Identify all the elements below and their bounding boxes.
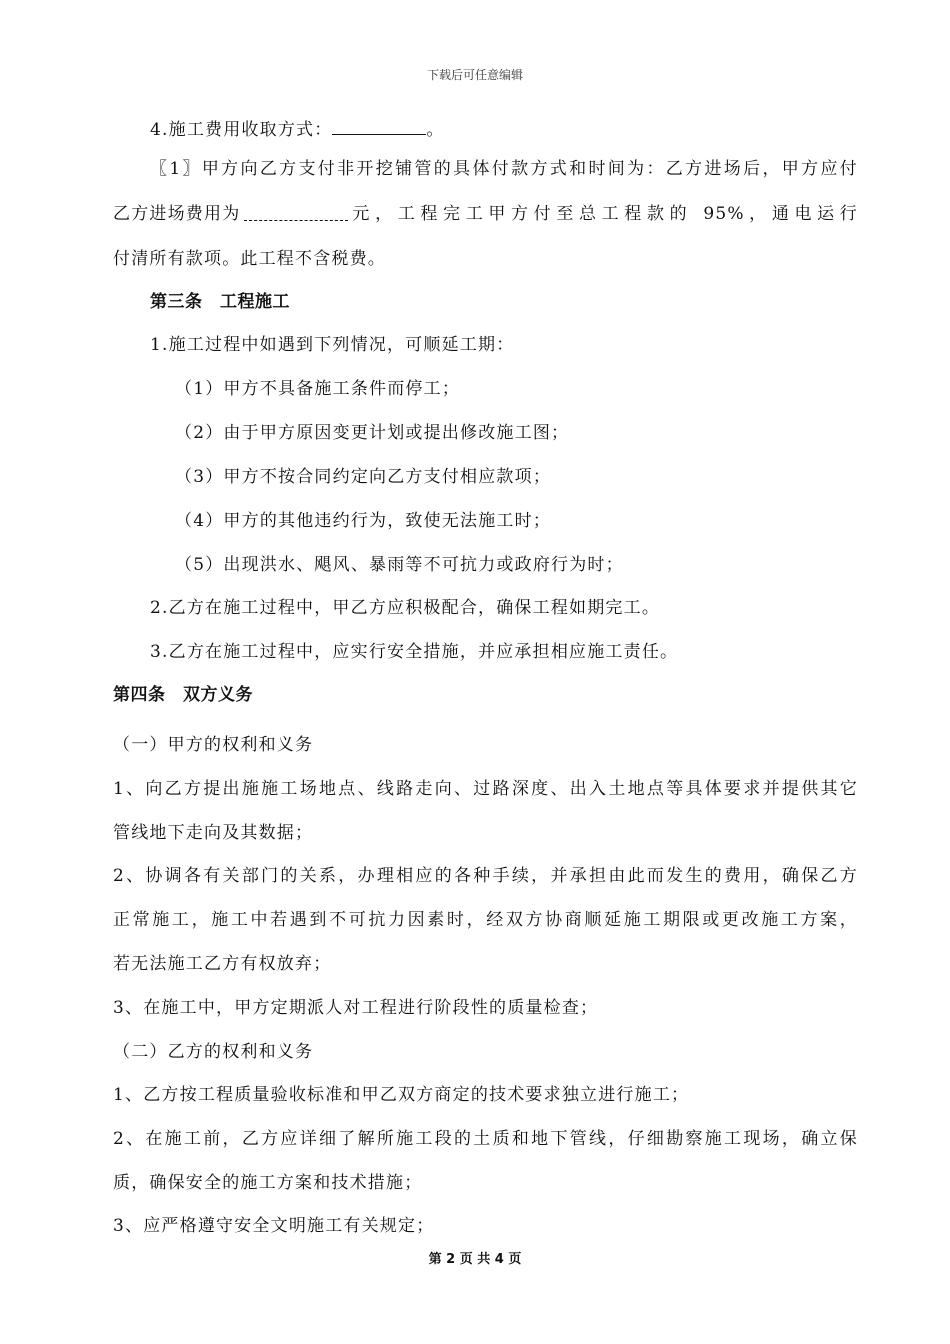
payment-note-line-2 — [113, 202, 858, 226]
article3-item2: 2.乙方在施工过程中，甲乙方应积极配合，确保工程如期完工。 — [150, 598, 661, 618]
payment-note-line-3: 付清所有款项。此工程不含税费。 — [113, 249, 386, 269]
party-a-item2-line1: 2、协调各有关部门的关系，办理相应的各种手续，并承担由此而发生的费用，确保乙方 — [113, 866, 858, 886]
party-a-item3: 3、在施工中，甲方定期派人对工程进行阶段性的质量检查； — [113, 998, 599, 1018]
party-a-item1-line1: 1、向乙方提出施施工场地点、线路走向、过路深度、出入土地点等具体要求并提供其它 — [113, 779, 858, 799]
party-a-item1-line2: 管线地下走向及其数据； — [113, 823, 314, 843]
entry-fee-blank — [244, 202, 348, 221]
payment-method-line — [150, 116, 445, 142]
party-b-item3: 3、应严格遵守安全文明施工有关规定； — [113, 1216, 435, 1236]
article3-item1: 1.施工过程中如遇到下列情况，可顺延工期： — [150, 335, 515, 355]
article3-subitem: （3）甲方不按合同约定向乙方支付相应款项； — [175, 467, 552, 487]
party-a-item2-line2: 正常施工，施工中若遇到不可抗力因素时，经双方协商顺延施工期限或更改施工方案， — [113, 910, 858, 930]
article3-subitem: （5）出现洪水、飓风、暴雨等不可抗力或政府行为时； — [175, 555, 624, 575]
payment-note-line-1: 〖1〗甲方向乙方支付非开挖铺管的具体付款方式和时间为：乙方进场后，甲方应付 — [150, 159, 858, 179]
party-b-heading: （二）乙方的权利和义务 — [113, 1042, 314, 1062]
payment-method-end: 。 — [426, 120, 445, 140]
article3-item3: 3.乙方在施工过程中，应实行安全措施，并应承担相应施工责任。 — [150, 642, 679, 662]
party-b-item2-line2: 质，确保安全的施工方案和技术措施； — [113, 1173, 423, 1193]
entry-fee-rest: 元，工程完工甲方付至总工程款的 95%，通电运行 — [352, 204, 858, 224]
party-a-item2-line3: 若无法施工乙方有权放弃； — [113, 954, 332, 974]
article3-subitem: （1）甲方不具备施工条件而停工； — [175, 379, 461, 399]
party-a-heading: （一）甲方的权利和义务 — [113, 735, 314, 755]
article3-subitem: （4）甲方的其他违约行为，致使无法施工时； — [175, 511, 552, 531]
page-number-footer: 第 2 页 共 4 页 — [428, 1252, 522, 1267]
page-header: 下载后可任意编辑 — [426, 68, 523, 82]
article4-title: 第四条 双方义务 — [113, 685, 253, 705]
article3-title: 第三条 工程施工 — [150, 292, 290, 312]
party-b-item1: 1、乙方按工程质量验收标准和甲乙双方商定的技术要求独立进行施工； — [113, 1085, 690, 1105]
payment-method-label: 4.施工费用收取方式： — [150, 120, 333, 140]
party-b-item2-line1: 2、在施工前，乙方应详细了解所施工段的土质和地下管线，仔细勘察施工现场，确立保 — [113, 1129, 858, 1149]
article3-subitem: （2）由于甲方原因变更计划或提出修改施工图； — [175, 423, 570, 443]
entry-fee-label: 乙方进场费用为 — [113, 204, 241, 224]
payment-method-blank — [332, 116, 426, 135]
